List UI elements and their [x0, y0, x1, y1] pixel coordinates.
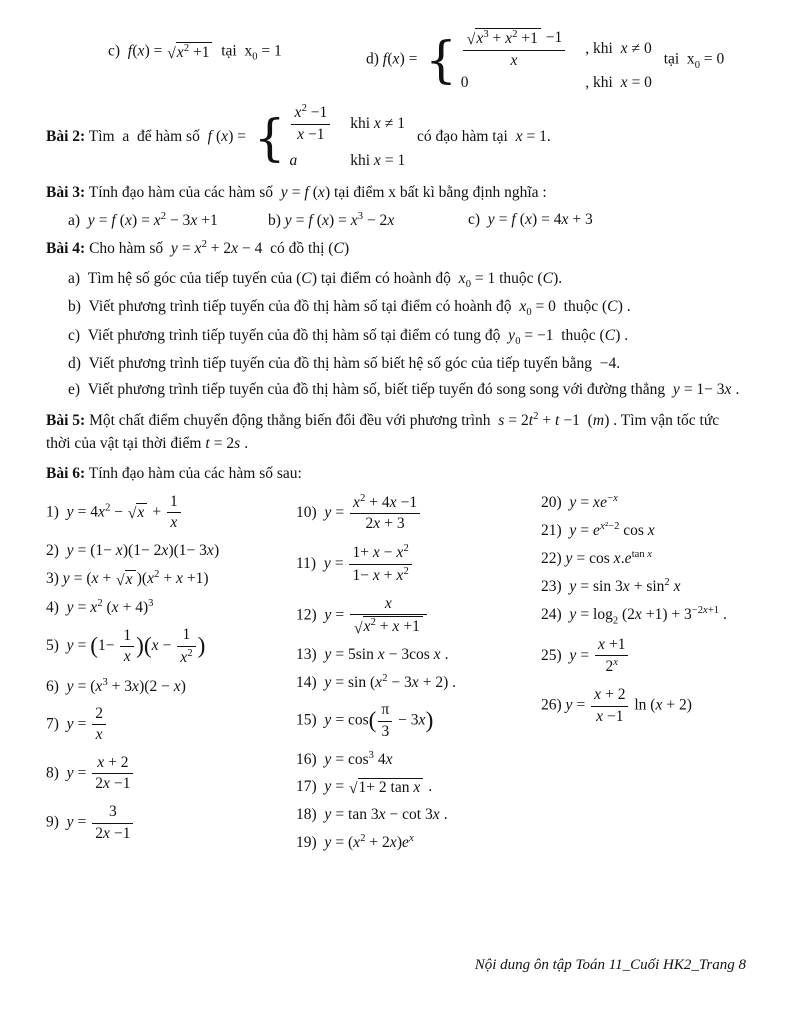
- exercise-item: 13) y = 5sin x − 3cos x .: [296, 645, 449, 663]
- bai5-paragraph: Bài 5: Một chất điểm chuyển động thẳng biến đổi đều với phương trình $s = 2t^2 + t -1$ (m) . Tìm vận tốc tức thời của vật tại thời điểm t = 2s .: [46, 410, 720, 453]
- exercise-items-row: [46, 26, 746, 94]
- exercise-item: 16) $y = \cos^3 4x$: [296, 750, 393, 769]
- exercise-item: a) Tìm hệ số góc của tiếp tuyến của (C) tại điểm có hoành độ $x_0 = 1$ thuộc (C).: [68, 269, 563, 290]
- bai3-heading: Bài 3: Tính đạo hàm của các hàm số y = f (x) tại điểm x bất kì bằng định nghĩa :: [46, 183, 547, 201]
- exercise-item: 21) $y = e^{x^2-2}$ cos x: [541, 520, 655, 540]
- exercise-item-d: d) f(x) = { √ $x^3 + x^2 +1$ −1 x , khi x ≠ 0 0 , khi x = 0 tại $x_0 = 0$: [366, 28, 725, 92]
- exercise-item: 9) y = $\frac{3}{2x -1}$: [46, 803, 296, 843]
- bai6-column-1: [46, 493, 296, 862]
- bai3-items: [46, 211, 746, 230]
- exercise-item: 11) y = $\frac{1+ x - x^2}{1- x + x^2}$: [296, 543, 541, 586]
- exercise-item: 24) $y = \log_2 (2x +1) + 3^{-2x+1}$ .: [541, 605, 727, 627]
- exercise-item: 6) $y = (x^3 + 3x)(2 - x)$: [46, 676, 186, 695]
- exercise-item: 4) $y = x^2$ $(x + 4)^3$: [46, 598, 154, 617]
- exercise-item: c) Viết phương trình tiếp tuyến của đồ thị hàm số tại điểm có tung độ $y_0 = -1$ thuộc (C) .: [68, 326, 629, 347]
- exercise-item: 22) $y = \cos x.e^{tan x}$: [541, 549, 653, 568]
- exercise-item: 3) y = (x + √ x )$(x^2 + x +1)$: [46, 568, 209, 589]
- bai6-columns: [46, 493, 746, 862]
- exercise-item: 1) $y = 4x^2$ − √ x + $\frac{1}{x}$: [46, 493, 296, 533]
- bai6-column-3: [541, 493, 746, 862]
- exercise-item: 17) y = √ 1+ 2 tan x .: [296, 778, 433, 798]
- exercise-item: 26) y = $\frac{x + 2}{x -1}$ ln (x + 2): [541, 685, 692, 725]
- bai4-heading: Bài 4: Cho hàm số $y = x^2 + 2x - 4$ có đồ thị (C): [46, 239, 350, 258]
- exercise-item: 8) y = $\frac{x + 2}{2x -1}$: [46, 754, 296, 794]
- exercise-item: 20) $y = xe^{-x}$: [541, 492, 619, 511]
- exercise-item: 15) y = cos( $\frac{\pi}{3}$ − 3x): [296, 701, 434, 740]
- exercise-item: c) y = f (x) = 4x + 3: [468, 211, 593, 229]
- bai2-paragraph: Bài 2: Tìm a để hàm số f (x) = { $\frac{x^2 -1}{x -1}$ khi x ≠ 1 a khi x = 1 có đạo hàm tại x = 1.: [46, 103, 551, 169]
- exercise-item: b) y = f $(x) = x^3 - 2x$: [268, 211, 395, 230]
- exercise-item: e) Viết phương trình tiếp tuyến của đồ thị hàm số, biết tiếp tuyến đó song song với đường thẳng y = 1− 3x .: [68, 381, 740, 399]
- bai4-items: [46, 268, 746, 402]
- exercise-item: 5) y = (1− $\frac{1}{x}$ )(x − $\frac{1}{x^2}$ ): [46, 626, 206, 666]
- exercise-item: 10) y = $\frac{x^2 + 4x -1}{2x + 3}$: [296, 493, 541, 534]
- exercise-item: d) Viết phương trình tiếp tuyến của đồ thị hàm số biết hệ số góc của tiếp tuyến bằng −4.: [68, 354, 621, 372]
- exercise-item: 23) $y = \sin 3x + \sin^2 x$: [541, 577, 681, 596]
- bai6-heading: Bài 6: Tính đạo hàm của các hàm số sau:: [46, 465, 302, 483]
- exercise-item: 19) $y = (x^2 + 2x)e^x$: [296, 833, 415, 852]
- exercise-item-c: c) f(x) = √ $x^2 +1$ tại $x_0 = 1$: [108, 42, 282, 63]
- exercise-item: 7) y = $\frac{2}{x}$: [46, 705, 296, 745]
- bai6-column-2: [296, 493, 541, 862]
- exercise-item: 25) y = $\frac{x +1}{2^x}$: [541, 636, 746, 677]
- exercise-item: a) y = f $(x) = x^2 - 3x +1$: [68, 211, 218, 230]
- exercise-item: 18) y = tan 3x − cot 3x .: [296, 806, 448, 824]
- exercise-item: 2) y = (1− x)(1− 2x)(1− 3x): [46, 541, 220, 559]
- page-footer: Nội dung ôn tập Toán 11_Cuối HK2_Trang 8: [474, 957, 746, 973]
- exercise-item: b) Viết phương trình tiếp tuyến của đồ thị hàm số tại điểm có hoành độ $x_0 = 0$ thuộc (C) .: [68, 298, 631, 319]
- exercise-item: 14) $y = \sin (x^2 - 3x + 2)$ .: [296, 672, 456, 692]
- exercise-item: 12) y = x √ $x^2 + x +1$: [296, 595, 541, 637]
